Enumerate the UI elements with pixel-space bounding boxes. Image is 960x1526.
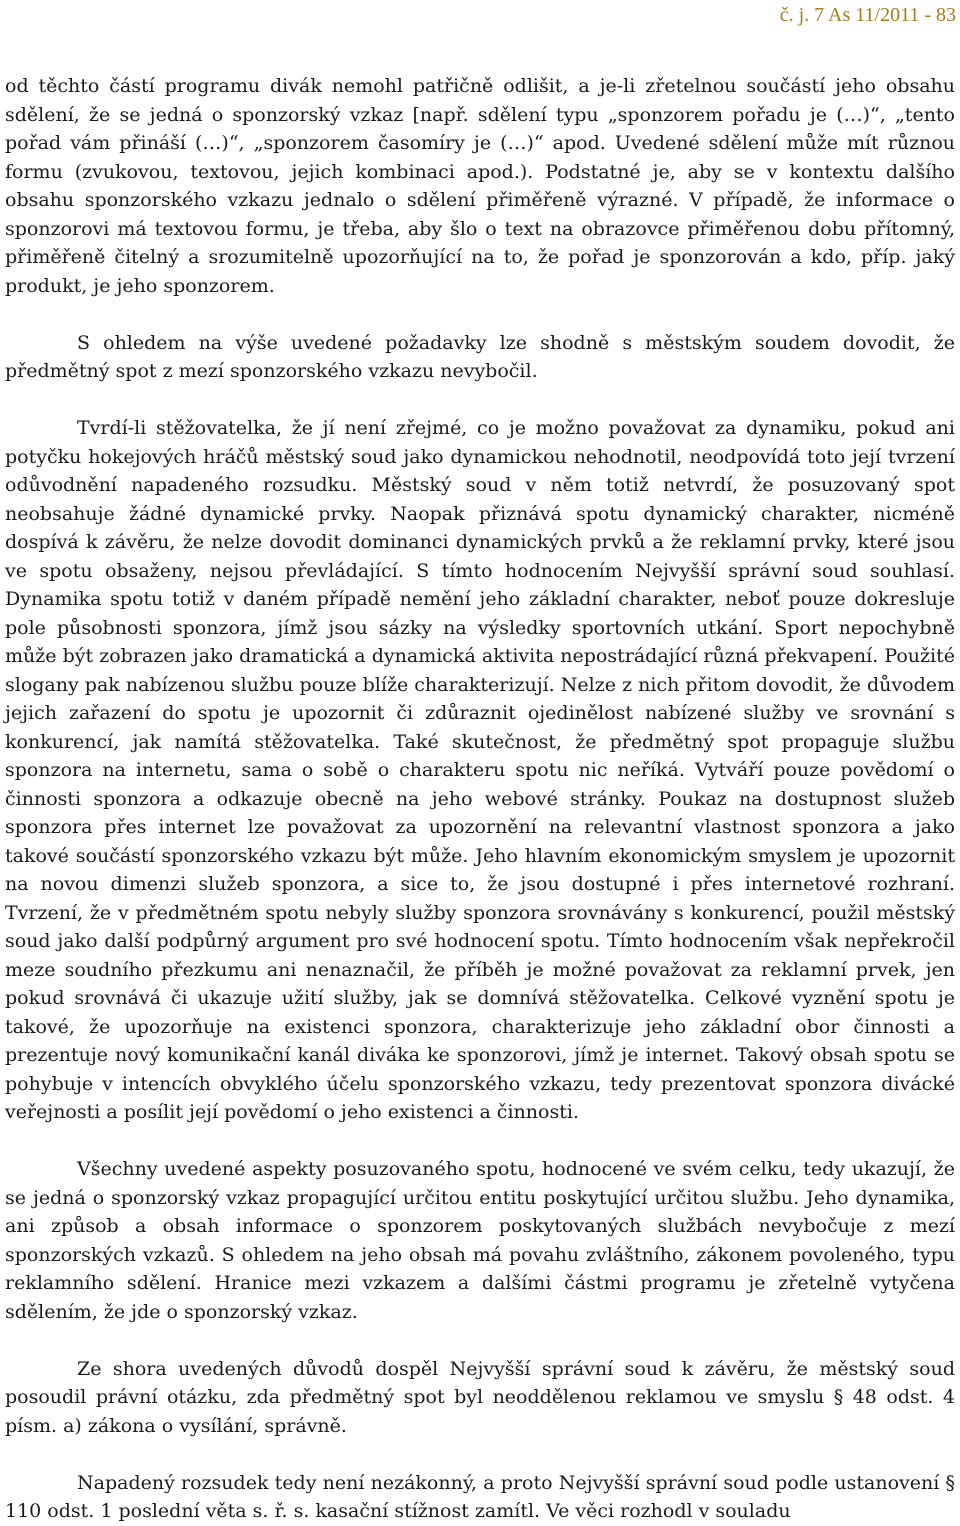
paragraph-ruling: Napadený rozsudek tedy není nezákonný, a proto Nejvyšší správní soud podle ustanovení § 110 odst. 1 poslední věta s. ř. s. kasační stížnost zamítl. Ve věci rozhodl v souladu (5, 1471, 955, 1522)
document-body (5, 72, 955, 1526)
case-number-header: č. j. 7 As 11/2011 - 83 (779, 4, 956, 26)
paragraph-overall-assessment: Všechny uvedené aspekty posuzovaného spotu, hodnocené ve svém celku, tedy ukazují, že se jedná o sponzorský vzkaz propagující určitou entitu poskytující určitou službu. Jeho dynamika, ani způsob a obsah informace o sponzorem poskytovaných službách nevybočuje z mezí sponzorských vzkazů. S ohledem na jeho obsah má povahu zvláštního, zákonem povoleného, typu reklamního sdělení. Hranice mezi vzkazem a dalšími částmi programu je zřetelně vytyčena sdělením, že jde o sponzorský vzkaz. (5, 1158, 955, 1323)
paragraph-dynamics-argument: Tvrdí-li stěžovatelka, že jí není zřejmé, co je možno považovat za dynamiku, pokud ani potyčku hokejových hráčů městský soud jako dynamickou nehodnotil, neodpovídá toto její tvrzení odůvodnění napadeného rozsudku. Městský soud v něm totiž netvrdí, že posuzovaný spot neobsahuje žádné dynamické prvky. Naopak přiznává spotu dynamický charakter, nicméně dospívá k závěru, že nelze dovodit dominanci dynamických prvků a že reklamní prvky, které jsou ve spotu obsaženy, nejsou převládající. S tímto hodnocením Nejvyšší správní soud souhlasí. Dynamika spotu totiž v daném případě nemění jeho základní charakter, neboť pouze dokresluje pole působnosti sponzora, jímž jsou sázky na výsledky sportovních utkání. Sport nepochybně může být zobrazen jako dramatická a dynamická aktivita nepostrádající různá překvapení. Použité slogany pak nabízenou službu pouze blíže charakterizují. Nelze z nich přitom dovodit, že důvodem jejich zařazení do spotu je upozornit či zdůraznit ojedinělost nabízené služby ve srovnání s konkurencí, jak namítá stěžovatelka. Také skutečnost, že předmětný spot propaguje službu sponzora na internetu, sama o sobě o charakteru spotu nic neříká. Vytváří pouze povědomí o činnosti sponzora a odkazuje obecně na jeho webové stránky. Poukaz na dostupnost služeb sponzora přes internet lze považovat za upozornění na relevantní vlastnost sponzora a jako takové součástí sponzorského vzkazu být může. Jeho hlavním ekonomickým smyslem je upozornit na novou dimenzi služeb sponzora, a sice to, že jsou dostupné i přes internetové rozhraní. Tvrzení, že v předmětném spotu nebyly služby sponzora srovnávány s konkurencí, použil městský soud jako další podpůrný argument pro své hodnocení spotu. Tímto hodnocením však nepřekročil meze soudního přezkumu ani nenaznačil, že příběh je možné považovat za reklamní prvek, jen pokud srovnává či ukazuje užití služby, jak se domnívá stěžovatelka. Celkové vyznění spotu je takové, že upozorňuje na existenci sponzora, charakterizuje jeho základní obor činnosti a prezentuje nový komunikační kanál diváka ke sponzorovi, jímž je internet. Takový obsah spotu se pohybuje v intencích obvyklého účelu sponzorského vzkazu, tedy prezentovat sponzora divácké veřejnosti a posílit její povědomí o jeho existenci a činnosti. (5, 417, 955, 1123)
paragraph-conclusion-sponsor-message: S ohledem na výše uvedené požadavky lze shodně s městským soudem dovodit, že předmětný spot z mezí sponzorského vzkazu nevybočil. (5, 331, 955, 382)
paragraph-continuation: od těchto částí programu divák nemohl patřičně odlišit, a je-li zřetelnou součástí jeho obsahu sdělení, že se jedná o sponzorský vzkaz [např. sdělení typu „sponzorem pořadu je (…)“, „tento pořad vám přináší (…)“, „sponzorem časomíry je (…)“ apod. Uvedené sdělení může mít různou formu (zvukovou, textovou, jejich kombinaci apod.). Podstatné je, aby se v kontextu dalšího obsahu sponzorského vzkazu jednalo o sdělení přiměřeně výrazné. V případě, že informace o sponzorovi má textovou formu, je třeba, aby šlo o text na obrazovce přiměřenou dobu přítomný, přiměřeně čitelný a srozumitelně upozorňující na to, že pořad je sponzorován a kdo, příp. jaký produkt, je jeho sponzorem. (5, 75, 955, 297)
paragraph-legal-conclusion: Ze shora uvedených důvodů dospěl Nejvyšší správní soud k závěru, že městský soud posoudil právní otázku, zda předmětný spot byl neoddělenou reklamou ve smyslu § 48 odst. 4 písm. a) zákona o vysílání, správně. (5, 1357, 955, 1437)
